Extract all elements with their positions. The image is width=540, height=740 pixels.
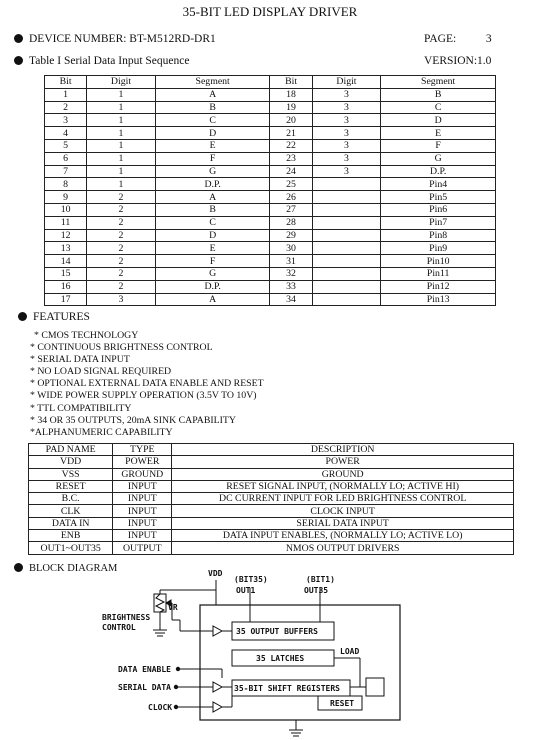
table-cell: 20 xyxy=(270,114,312,127)
table-cell xyxy=(312,216,381,229)
table-cell: 23 xyxy=(270,152,312,165)
bit35-label: (BIT35) xyxy=(234,575,268,584)
table-cell: 10 xyxy=(45,203,87,216)
table-cell: 30 xyxy=(270,242,312,255)
table-cell: CLK xyxy=(29,505,113,517)
brightness-label: BRIGHTNESS xyxy=(102,613,151,622)
table-cell: G xyxy=(381,152,496,165)
control-label: CONTROL xyxy=(102,623,136,632)
data-enable-label: DATA ENABLE xyxy=(118,665,171,674)
table-cell: OUT1~OUT35 xyxy=(29,542,113,554)
output-buffers-label: 35 OUTPUT BUFFERS xyxy=(236,627,318,636)
table-cell: 2 xyxy=(45,101,87,114)
table-cell: 11 xyxy=(45,216,87,229)
table-row xyxy=(45,255,496,268)
table-cell: VDD xyxy=(29,456,113,468)
table-cell: 1 xyxy=(87,152,156,165)
table-cell: 9 xyxy=(45,191,87,204)
table-cell: 29 xyxy=(270,229,312,242)
table-cell: 14 xyxy=(45,255,87,268)
column-header: Bit xyxy=(45,76,87,89)
table-cell: Pin9 xyxy=(381,242,496,255)
features-title: FEATURES xyxy=(33,311,90,323)
device-number-line xyxy=(14,33,216,45)
table-cell: 2 xyxy=(87,242,156,255)
table-cell: 1 xyxy=(87,101,156,114)
table1-title-line xyxy=(14,55,189,67)
table-cell: RESET SIGNAL INPUT, (NORMALLY LO; ACTIVE HI) xyxy=(172,480,514,492)
table-cell: F xyxy=(155,152,270,165)
table-cell: 2 xyxy=(87,191,156,204)
control-logic-block xyxy=(366,678,384,696)
table-cell: 1 xyxy=(87,178,156,191)
buffer-icon xyxy=(213,682,222,692)
table-cell: 3 xyxy=(312,165,381,178)
table-cell: INPUT xyxy=(113,493,172,505)
feature-item: *ALPHANUMERIC CAPABILITY xyxy=(30,426,173,438)
table-cell: 28 xyxy=(270,216,312,229)
table-cell: SERIAL DATA INPUT xyxy=(172,517,514,529)
bullet-icon xyxy=(14,34,23,43)
table-row xyxy=(29,505,514,517)
table-cell: 31 xyxy=(270,255,312,268)
table-cell: 2 xyxy=(87,203,156,216)
table-cell: Pin4 xyxy=(381,178,496,191)
table-row xyxy=(29,517,514,529)
table-cell: INPUT xyxy=(113,517,172,529)
feature-item: * TTL COMPATIBILITY xyxy=(30,402,132,414)
table-row xyxy=(29,530,514,542)
table-cell: 2 xyxy=(87,280,156,293)
table-row xyxy=(45,165,496,178)
table-row xyxy=(45,280,496,293)
table-cell: C xyxy=(155,216,270,229)
table-cell: 2 xyxy=(87,216,156,229)
table-cell: 15 xyxy=(45,267,87,280)
table-row xyxy=(45,242,496,255)
table-cell: DATA INPUT ENABLES, (NORMALLY LO; ACTIVE LO) xyxy=(172,530,514,542)
table-row xyxy=(29,542,514,554)
table-cell: 34 xyxy=(270,293,312,306)
table-cell: 2 xyxy=(87,267,156,280)
table-cell: Pin6 xyxy=(381,203,496,216)
table-cell: INPUT xyxy=(113,530,172,542)
column-header: TYPE xyxy=(113,444,172,456)
table-cell: 32 xyxy=(270,267,312,280)
table-cell: 1 xyxy=(87,165,156,178)
table-cell: A xyxy=(155,293,270,306)
table-cell: Pin5 xyxy=(381,191,496,204)
table-cell: D.P. xyxy=(155,178,270,191)
table-cell: 3 xyxy=(312,152,381,165)
table-cell: 6 xyxy=(45,152,87,165)
bit1-label: (BIT1) xyxy=(306,575,335,584)
table-cell: RESET xyxy=(29,480,113,492)
table-cell xyxy=(312,255,381,268)
table-row xyxy=(45,114,496,127)
out1-label: OUT1 xyxy=(236,586,256,595)
table-cell: POWER xyxy=(172,456,514,468)
buffer-icon xyxy=(213,702,222,712)
feature-item: * NO LOAD SIGNAL REQUIRED xyxy=(30,366,172,378)
table-cell xyxy=(312,293,381,306)
table-cell: Pin10 xyxy=(381,255,496,268)
table-cell: B xyxy=(381,88,496,101)
table-cell xyxy=(312,229,381,242)
table-row xyxy=(45,127,496,140)
table-cell: 2 xyxy=(87,229,156,242)
bullet-icon xyxy=(18,312,27,321)
table-cell: 3 xyxy=(312,127,381,140)
table-cell xyxy=(312,203,381,216)
table-cell: 1 xyxy=(87,88,156,101)
table-cell: 18 xyxy=(270,88,312,101)
table-cell: G xyxy=(155,165,270,178)
table-cell: INPUT xyxy=(113,505,172,517)
table-cell: 3 xyxy=(312,114,381,127)
feature-item: * 34 OR 35 OUTPUTS, 20mA SINK CAPABILITY xyxy=(30,414,236,426)
table-cell: GROUND xyxy=(113,468,172,480)
table-cell: Pin13 xyxy=(381,293,496,306)
column-header: Segment xyxy=(155,76,270,89)
table-cell xyxy=(312,178,381,191)
column-header: DESCRIPTION xyxy=(172,444,514,456)
table-row xyxy=(45,178,496,191)
table-cell: 1 xyxy=(87,114,156,127)
table-cell: DATA IN xyxy=(29,517,113,529)
table-cell xyxy=(312,280,381,293)
table-cell: DC CURRENT INPUT FOR LED BRIGHTNESS CONTROL xyxy=(172,493,514,505)
table-cell: 1 xyxy=(87,139,156,152)
table-cell: B xyxy=(155,101,270,114)
page-label: PAGE: xyxy=(424,33,457,45)
table-cell: 2 xyxy=(87,255,156,268)
table-row xyxy=(45,88,496,101)
table-row xyxy=(29,480,514,492)
table-cell xyxy=(312,242,381,255)
features-list xyxy=(30,330,264,439)
table-cell: E xyxy=(155,139,270,152)
table-cell: B.C. xyxy=(29,493,113,505)
table-cell xyxy=(312,267,381,280)
table-cell: 24 xyxy=(270,165,312,178)
table-cell: F xyxy=(381,139,496,152)
table-cell: C xyxy=(155,114,270,127)
table-cell: GROUND xyxy=(172,468,514,480)
table-cell: B xyxy=(155,203,270,216)
reset-label: RESET xyxy=(330,699,355,708)
table-row xyxy=(45,139,496,152)
table-cell: 16 xyxy=(45,280,87,293)
pad-description-table xyxy=(28,443,514,555)
shift-registers-label: 35-BIT SHIFT REGISTERS xyxy=(234,684,340,693)
load-label: LOAD xyxy=(340,647,360,656)
table-cell: 4 xyxy=(45,127,87,140)
table-row xyxy=(29,468,514,480)
block-diagram xyxy=(0,560,540,740)
table-cell: D.P. xyxy=(381,165,496,178)
table-cell: A xyxy=(155,88,270,101)
table-row xyxy=(45,229,496,242)
column-header: Bit xyxy=(270,76,312,89)
table-row xyxy=(45,191,496,204)
table-cell: 19 xyxy=(270,101,312,114)
latches-label: 35 LATCHES xyxy=(256,654,305,663)
feature-item: * OPTIONAL EXTERNAL DATA ENABLE AND RESET xyxy=(30,378,264,390)
table-row xyxy=(45,267,496,280)
table-header-row xyxy=(45,76,496,89)
serial-data-label: SERIAL DATA xyxy=(118,683,171,692)
page-indicator xyxy=(424,33,492,45)
serial-data-input-table xyxy=(44,75,496,306)
table-cell: OUTPUT xyxy=(113,542,172,554)
column-header: Digit xyxy=(312,76,381,89)
table-cell: C xyxy=(381,101,496,114)
table-cell: D xyxy=(381,114,496,127)
table-cell: 17 xyxy=(45,293,87,306)
table-cell: 25 xyxy=(270,178,312,191)
table-cell: 7 xyxy=(45,165,87,178)
table1-title: Table I Serial Data Input Sequence xyxy=(29,55,190,67)
table-cell: Pin7 xyxy=(381,216,496,229)
table-cell: CLOCK INPUT xyxy=(172,505,514,517)
table-row xyxy=(45,152,496,165)
table-cell: Pin12 xyxy=(381,280,496,293)
table-row xyxy=(45,293,496,306)
table-cell: G xyxy=(155,267,270,280)
version: VERSION:1.0 xyxy=(424,55,492,67)
table-cell: 5 xyxy=(45,139,87,152)
table-cell: 33 xyxy=(270,280,312,293)
table-cell: 21 xyxy=(270,127,312,140)
table-cell: 26 xyxy=(270,191,312,204)
table-cell: D xyxy=(155,229,270,242)
potentiometer-icon xyxy=(154,594,166,612)
table-cell: VSS xyxy=(29,468,113,480)
table-cell: E xyxy=(381,127,496,140)
table-cell: 12 xyxy=(45,229,87,242)
buffer-icon xyxy=(213,626,222,636)
table-cell: A xyxy=(155,191,270,204)
table-cell: 3 xyxy=(312,139,381,152)
vdd-label: VDD xyxy=(208,569,223,578)
table-cell: NMOS OUTPUT DRIVERS xyxy=(172,542,514,554)
block-diagram-title: BLOCK DIAGRAM xyxy=(29,563,118,574)
table-cell: D.P. xyxy=(155,280,270,293)
table-row xyxy=(29,456,514,468)
table-cell: F xyxy=(155,255,270,268)
table-cell: 22 xyxy=(270,139,312,152)
table-cell: 1 xyxy=(87,127,156,140)
table-cell: ENB xyxy=(29,530,113,542)
table-cell: 13 xyxy=(45,242,87,255)
table-cell xyxy=(312,191,381,204)
table-cell: 3 xyxy=(87,293,156,306)
feature-item: * SERIAL DATA INPUT xyxy=(30,354,130,366)
table-row xyxy=(29,493,514,505)
out35-label: OUT35 xyxy=(304,586,329,595)
table-cell: INPUT xyxy=(113,480,172,492)
vr-label: VR xyxy=(168,603,178,612)
feature-item: * CMOS TECHNOLOGY xyxy=(34,330,139,341)
clock-label: CLOCK xyxy=(148,703,173,712)
table-header-row xyxy=(29,444,514,456)
table-cell: 3 xyxy=(45,114,87,127)
table-cell: POWER xyxy=(113,456,172,468)
table-cell: 3 xyxy=(312,101,381,114)
column-header: Digit xyxy=(87,76,156,89)
table-cell: D xyxy=(155,127,270,140)
table-cell: 3 xyxy=(312,88,381,101)
bullet-icon xyxy=(14,56,23,65)
table-row xyxy=(45,203,496,216)
table-row xyxy=(45,216,496,229)
feature-item: * CONTINUOUS BRIGHTNESS CONTROL xyxy=(30,342,213,354)
feature-item: * WIDE POWER SUPPLY OPERATION (3.5V TO 10V) xyxy=(30,390,257,402)
table-cell: 1 xyxy=(45,88,87,101)
device-number: DEVICE NUMBER: BT-M512RD-DR1 xyxy=(29,33,216,45)
table-cell: 27 xyxy=(270,203,312,216)
features-heading xyxy=(18,311,90,323)
table-cell: 8 xyxy=(45,178,87,191)
column-header: PAD NAME xyxy=(29,444,113,456)
table-cell: E xyxy=(155,242,270,255)
table-cell: Pin8 xyxy=(381,229,496,242)
table-cell: Pin11 xyxy=(381,267,496,280)
table-row xyxy=(45,101,496,114)
page-number: 3 xyxy=(485,33,492,45)
document-title: 35-BIT LED DISPLAY DRIVER xyxy=(182,4,358,19)
column-header: Segment xyxy=(381,76,496,89)
